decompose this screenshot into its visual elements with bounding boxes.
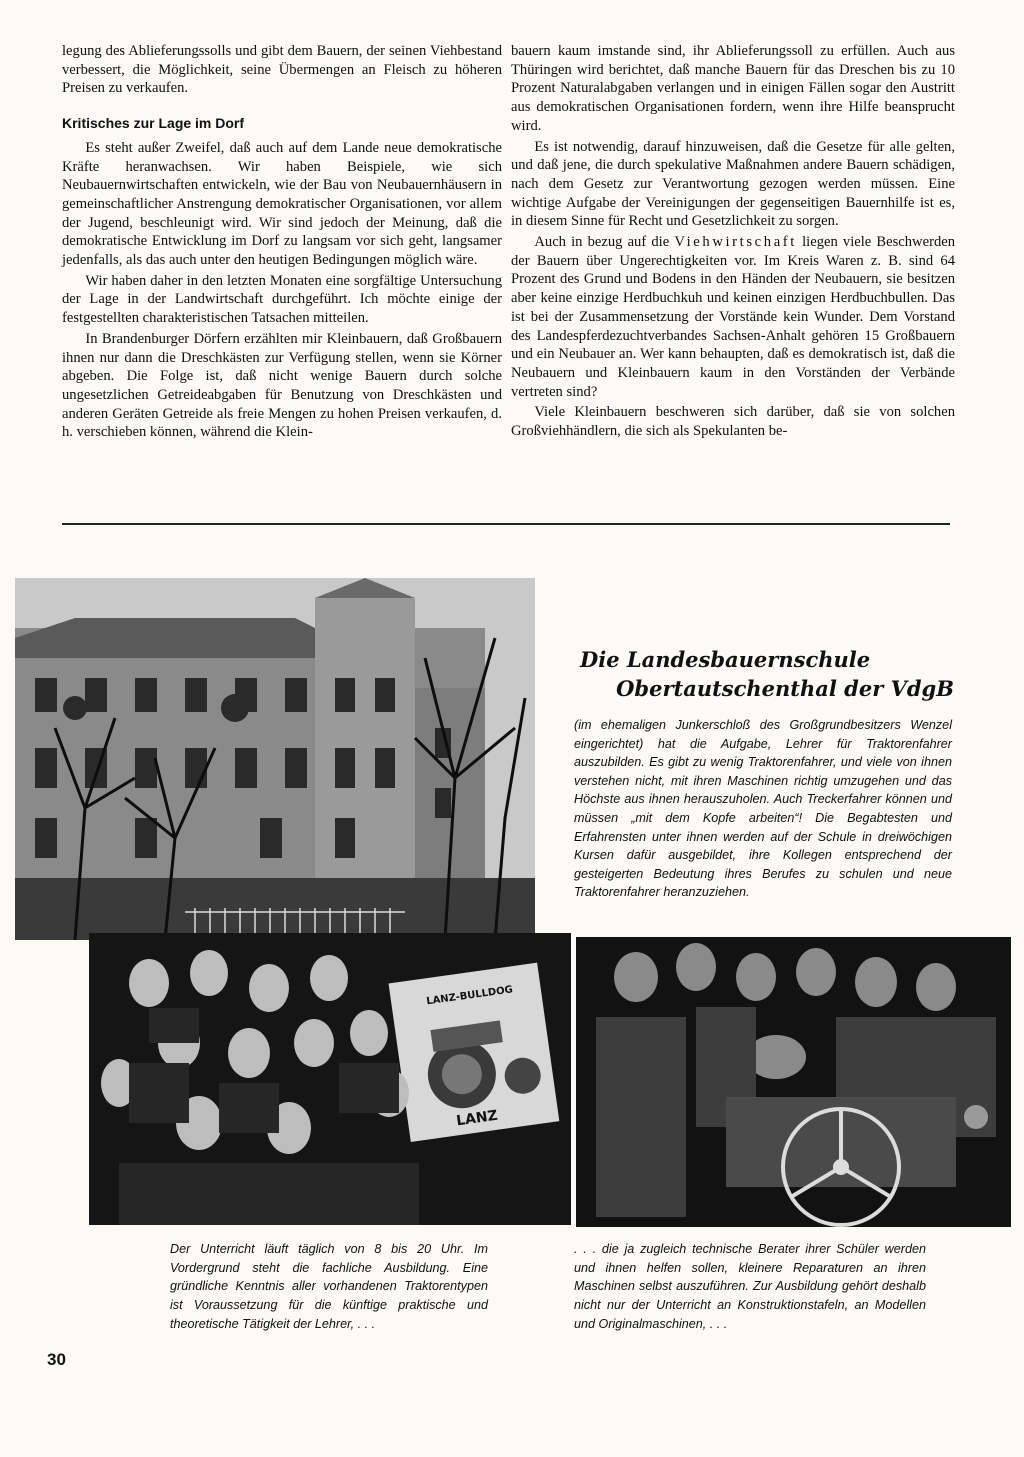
emphasized-word: Viehwirtschaft — [674, 234, 797, 251]
paragraph-text: Auch in bezug auf die — [534, 234, 675, 251]
paragraph: In Brandenburger Dörfern erzählten mir Kleinbauern, daß Großbauern ihnen nur dann die Dreschkästen zur Verfügung stellen, wenn sie Körner abgeben. Die Folge ist, daß nicht wenige Bauern durch solche ungesetzlichen Getreideabgaben für Benutzung von Dreschkästen und anderen Geräten Getreide als freie Mengen zu hohen Preisen verkaufen, d. h. verschieben können, während die Klein- — [62, 330, 502, 441]
paragraph — [511, 233, 955, 401]
workshop-photo — [576, 937, 1011, 1227]
feature-text: (im ehemaligen Junkerschloß des Großgrundbesitzers Wenzel eingerichtet) hat die Aufgabe, Lehrer für Traktorenfahrer auszubilden. Es gibt zu wenig Traktorenfahrer, und viele von ihnen verstehen nicht, mit ihren Maschinen richtig umzugehen und das Höchste aus ihnen herauszuholen. Auch Treckerfahrer können und müssen „mit dem Kopfe arbeiten“! Die Begabtesten und Erfahrensten unter ihnen werden auf der Schule in dreiwöchigen Kursen dafür ausgebildet, ihre Kollegen entsprechend der gesteigerten Bedeutung ihres Berufes zu schulen und neue Traktorenfahrer heranzuziehen. — [574, 718, 952, 900]
paragraph: bauern kaum imstande sind, ihr Ablieferungssoll zu erfüllen. Auch aus Thüringen wird berichtet, daß manche Bauern für das Dreschen bis zu 10 Prozent Naturalabgaben verlangen und in einigen Fällen sogar den Austritt aus demokratischen Organisationen fordern, wenn ihre Hilfe beansprucht wird. — [511, 43, 955, 134]
paragraph: Wir haben daher in den letzten Monaten eine sorgfältige Untersuchung der Lage in der Landwirtschaft durchgeführt. Ich möchte einige der festgestellten charakteristischen Tatsachen mitteilen. — [62, 272, 502, 327]
feature-title — [574, 645, 954, 703]
paragraph: Viele Kleinbauern beschweren sich darüber, daß sie von solchen Großviehhändlern, die sich als Spekulanten be- — [511, 404, 955, 440]
paragraph: Es steht außer Zweifel, daß auch auf dem Lande neue demokratische Kräfte heranwachsen. Wir haben Beispiele, wie sich Neubauernwirtschaften entwickeln, wie der Bau von Neubauernhäusern in gemeinschaftlicher Anstrengung demokratischer Organisationen, vor allem der Jugend, beschleunigt wird. Wir sind jedoch der Meinung, daß die demokratische Entwicklung im Dorf zu langsam vor sich geht, langsamer jedenfalls, als das auch unter den heutigen Bedingungen möglich wäre. — [62, 139, 502, 269]
building-illustration — [15, 578, 535, 940]
section-heading: Kritisches zur Lage im Dorf — [62, 115, 245, 132]
poster-brand: LANZ — [455, 1107, 499, 1130]
feature-title-line-1: Die Landesbauernschule — [580, 647, 871, 672]
feature-title-line-2: Obertautschenthal der VdgB — [616, 676, 954, 701]
article-column-left — [62, 42, 502, 442]
paragraph-text: liegen viele Beschwerden der Bauern über Ungerechtigkeiten vor. Im Kreis Waren z. B. sind 64 Prozent des Grund und Bodens in den Händen der Neubauern, sie besitzen aber keine einzige Herdbuchkuh und keinen einzigen Herdbuchbullen. Das ist bei der Zusammensetzung der Vorstände kein Wunder. Dem Vorstand des Landespferdezuchtverbandes Sachsen-Anhalt gehören 15 Großbauern und ein Neubauer an. Wer kann behaupten, daß es demokratisch ist, daß die Neubauern und Kleinbauern kaum in den Vorständen der Verbände vertreten sind? — [511, 234, 956, 400]
section-divider — [62, 523, 950, 525]
article-column-right — [511, 42, 955, 441]
workshop-illustration — [576, 937, 1011, 1227]
photo-caption-right: . . . die ja zugleich technische Berater ihrer Schüler werden und ihnen helfen sollen, kleinere Reparaturen an ihren Maschinen selbst auszuführen. Zur Ausbildung gehört deshalb nicht nur der Unterricht an Konstruktionstafeln, an Modellen und Originalmaschinen, . . . — [574, 1242, 926, 1331]
photo-caption-left: Der Unterricht läuft täglich von 8 bis 20 Uhr. Im Vordergrund steht die fachliche Ausbildung. Eine gründliche Kenntnis aller vorhandenen Traktorentypen ist Voraussetzung für die künftige praktische und theoretische Tätigkeit der Lehrer, . . . — [170, 1242, 488, 1331]
poster-label: LANZ-BULLDOG — [425, 984, 514, 1008]
classroom-illustration — [89, 933, 571, 1225]
classroom-photo — [89, 933, 571, 1225]
school-building-photo — [15, 578, 535, 940]
page-number: 30 — [47, 1350, 66, 1369]
paragraph: legung des Ablieferungssolls und gibt dem Bauern, der seinen Viehbestand verbessert, die Möglichkeit, seine Übermengen an Fleisch zu höheren Preisen zu verkaufen. — [62, 43, 502, 97]
paragraph: Es ist notwendig, darauf hinzuweisen, daß die Gesetze für alle gelten, und daß jene, die durch spekulative Maßnahmen andere Bauern schädigen, nach dem Gesetz zur Verantwortung gezogen werden müssen. Eine wichtige Aufgabe der Vereinigungen der gegenseitigen Bauernhilfe ist es, in diesem Sinne für Recht und Gesetzlichkeit zu sorgen. — [511, 138, 955, 230]
